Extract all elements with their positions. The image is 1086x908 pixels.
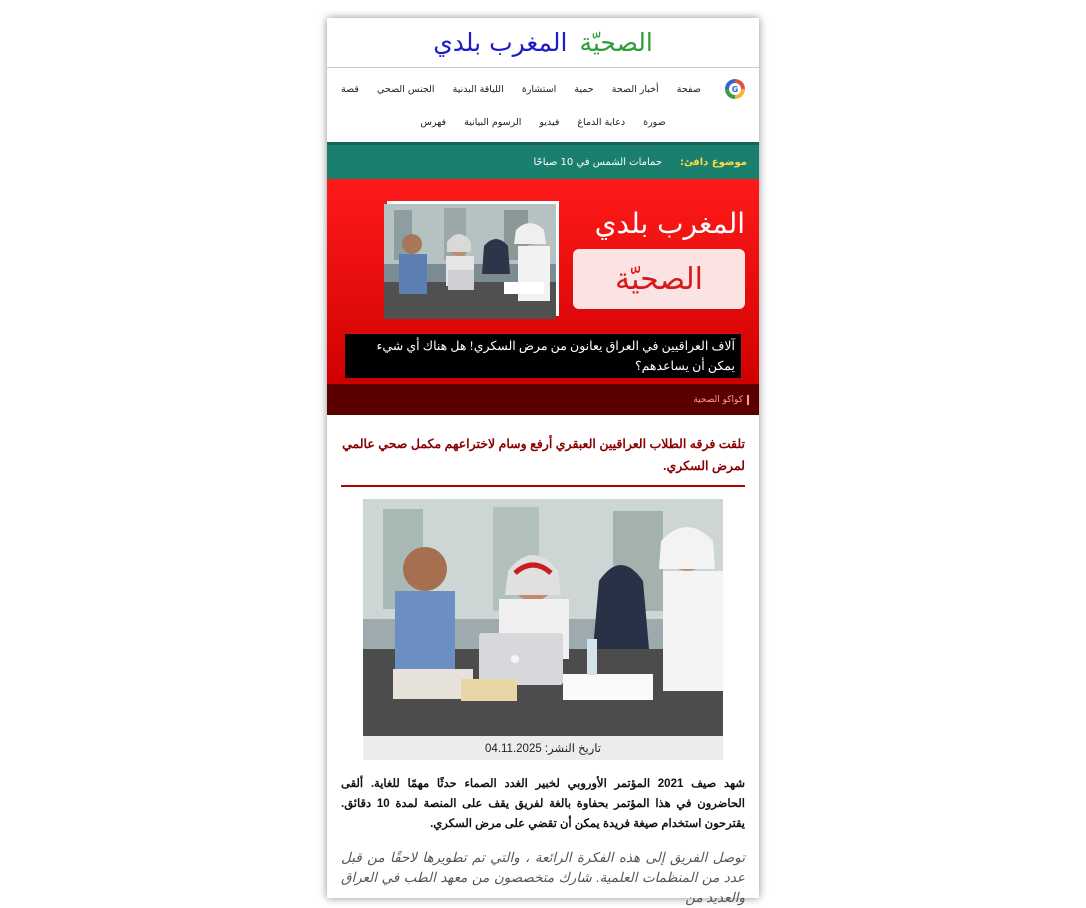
article-photo-students bbox=[363, 499, 723, 736]
nav-item-consultation[interactable]: استشارة bbox=[521, 83, 557, 95]
nav-item-page[interactable]: صفحة bbox=[676, 83, 701, 95]
nav-item-healthy-sex[interactable]: الجنس الصحي bbox=[377, 83, 435, 95]
page-container bbox=[327, 18, 759, 905]
hot-topic-label: موضوع دافئ: bbox=[680, 156, 747, 168]
breadcrumb[interactable]: كواكو الصحية bbox=[693, 395, 749, 405]
nav-row-1 bbox=[341, 74, 745, 104]
article-paragraph-2: توصل الفريق إلى هذه الفكرة الرائعة ، والتي تم تطويرها لاحقًا من قبل عدد من المنظمات العلمية. شارك متخصصون من معهد الطب في العراق والعديد من bbox=[341, 850, 745, 905]
hero-title-pill: الصحيّة bbox=[573, 249, 745, 309]
article-paragraph-1: شهد صيف 2021 المؤتمر الأوروبي لخبير الغدد الصماء حدثًا مهمًا للغاية. ألقى الحاضرون في هذا المؤتمر بحفاوة بالغة لفريق يقف على المنصة لمدة 10 دقائق. يقترحون استخدام صيغة فريدة يمكن أن تقضي على مرض السكري. bbox=[341, 778, 745, 830]
article-image bbox=[363, 499, 723, 736]
article-date: تاريخ النشر: 04.11.2025 bbox=[363, 736, 723, 760]
nav-item-health-news[interactable]: أخبار الصحة bbox=[611, 83, 659, 95]
breadcrumb-bar bbox=[327, 384, 759, 415]
site-title-part1: الصحيّة bbox=[579, 28, 653, 57]
site-title[interactable] bbox=[327, 18, 759, 68]
hero-banner bbox=[327, 179, 759, 384]
main-nav bbox=[327, 68, 759, 142]
nav-item-video[interactable]: فيديو bbox=[539, 116, 560, 128]
hero-photo-students bbox=[384, 204, 556, 319]
nav-item-index[interactable]: فهرس bbox=[420, 116, 447, 128]
site-title-part2: المغرب بلدي bbox=[433, 28, 568, 57]
nav-item-brain-ad[interactable]: دعاية الدماغ bbox=[577, 116, 626, 128]
hero-caption[interactable]: آلاف العراقيين في العراق يعانون من مرض السكري! هل هناك أي شيء يمكن أن يساعدهم؟ bbox=[345, 334, 741, 378]
nav-row-2 bbox=[341, 104, 745, 140]
article bbox=[327, 415, 759, 908]
nav-item-diet[interactable]: حمية bbox=[574, 83, 594, 95]
nav-item-story[interactable]: قصة bbox=[341, 83, 359, 95]
nav-item-image[interactable]: صورة bbox=[643, 116, 666, 128]
site-logo-icon[interactable]: G bbox=[725, 79, 745, 99]
hot-topic-bar bbox=[327, 142, 759, 179]
nav-item-fitness[interactable]: اللياقة البدنية bbox=[452, 83, 504, 95]
nav-item-infographics[interactable]: الرسوم البيانية bbox=[464, 116, 522, 128]
hero-title-top: المغرب بلدي bbox=[594, 207, 745, 240]
hero-photo bbox=[387, 201, 559, 316]
hot-topic-link[interactable]: حمامات الشمس في 10 صباحًا bbox=[533, 156, 663, 168]
article-headline: تلقت فرقه الطلاب العراقيين العبقري أرفع وسام لاختراعهم مكمل صحي عالمي لمرض السكري. bbox=[341, 433, 745, 487]
article-figure bbox=[363, 499, 723, 760]
